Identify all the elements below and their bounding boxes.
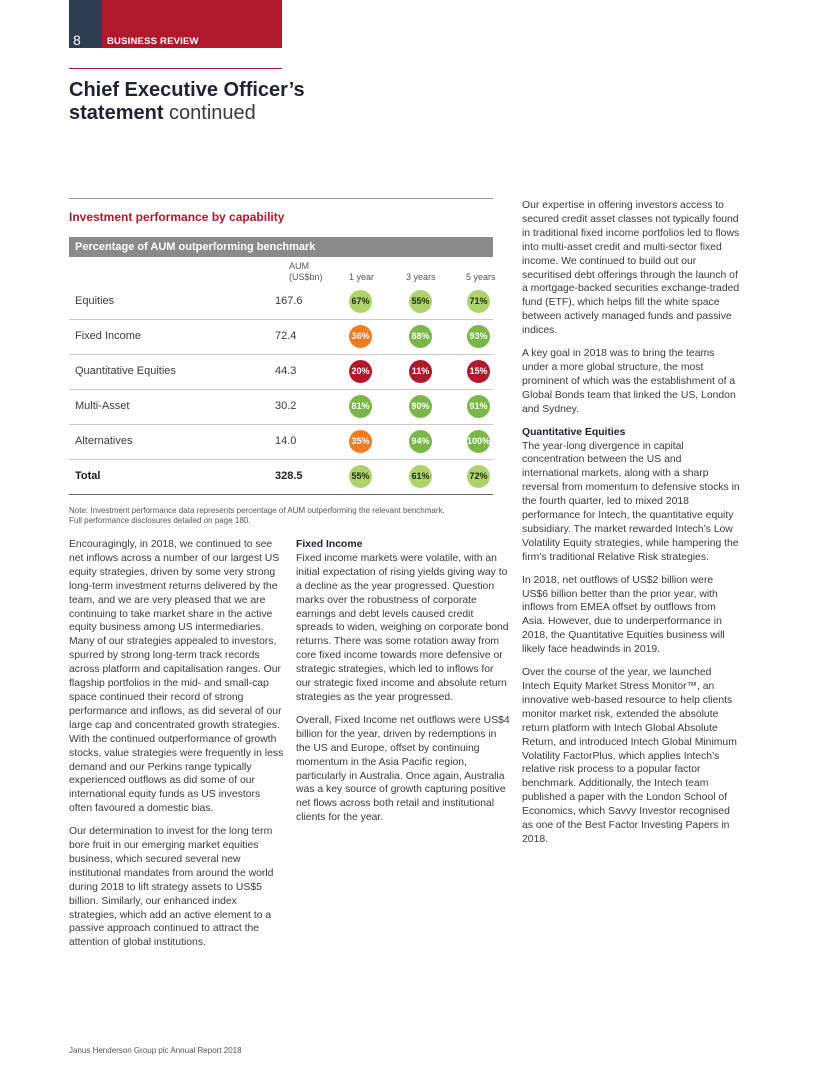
paragraph: Our expertise in offering investors access to secured credit asset classes not typically found in traditional fixed income portfolios led to flows into multi-asset credit and multi-sector fixed income. We continued to build out our securitised debt offerings through the launch of a mortgage-backed securities exchange-traded fund (ETF), which helps fill the white space between actively managed funds and passive indices. <box>522 200 740 337</box>
subheading-fixed-income: Fixed Income <box>296 539 363 550</box>
row-aum-value: 30.2 <box>275 400 297 412</box>
row-capability-name: Total <box>75 470 101 482</box>
row-capability-name: Alternatives <box>75 435 133 447</box>
performance-badge-1y: 81% <box>349 395 372 418</box>
paragraph: Over the course of the year, we launched Intech Equity Market Stress Monitor™, an innovative web-based resource to help clients monitor market risk, extended the absolute return platform with Intech Global Absolute Return, and introduced Intech Global Minimum Volatility FactorPlus, which applies Intech’s relative risk process to a popular factor benchmark. Additionally, the Intech team published a paper with the London School of Economics, which Savvy Investor recognised as one of the Best Factor Investing Papers in 2018. <box>522 667 737 845</box>
performance-badge-3y: 88% <box>409 325 432 348</box>
paragraph: In 2018, net outflows of US$2 billion were US$6 billion better than the prior year, with inflows from EMEA offset by outflows from Asia. However, due to underperformance in 2018, the Quantitative Equities business will likely face headwinds in 2019. <box>522 574 725 656</box>
table-row <box>69 319 493 355</box>
performance-badge-5y: 93% <box>467 325 490 348</box>
col-header-5y: 5 years <box>466 272 496 282</box>
performance-badge-1y: 20% <box>349 360 372 383</box>
paragraph: Overall, Fixed Income net outflows were US$4 billion for the year, driven by redemptions in the US and Europe, offset by continuing momentum in the Asia Pacific region, particularly in Australia. Once again, Australia was a key source of growth capturing positive net flows across both retail and institutional clients for the year. <box>296 714 510 824</box>
performance-badge-5y: 71% <box>467 290 490 313</box>
table-top-rule <box>69 198 493 199</box>
column-left <box>69 538 284 959</box>
paragraph: The year-long divergence in capital concentration between the US and international markets, along with a sharp reversal from momentum to defensive stocks in the fourth quarter, led to mixed 2018 performance for Intech, the quantitative equity subsidiary. The market rewarded Intech’s Low Volatility Equity strategies, while hampering the firm’s traditional Relative Risk strategies. <box>522 440 740 563</box>
performance-badge-1y: 36% <box>349 325 372 348</box>
col-header-aum <box>289 261 323 283</box>
performance-badge-3y: 61% <box>409 465 432 488</box>
footer: Janus Henderson Group plc Annual Report 2018 <box>69 1046 242 1055</box>
row-capability-name: Multi-Asset <box>75 400 130 412</box>
table-heading: Investment performance by capability <box>69 210 285 224</box>
performance-badge-3y: 90% <box>409 395 432 418</box>
row-aum-value: 72.4 <box>275 330 297 342</box>
row-aum-value: 167.6 <box>275 295 303 307</box>
title-line2-light: continued <box>163 102 256 124</box>
table-bar-label: Percentage of AUM outperforming benchmark <box>75 241 316 253</box>
subheading-quantitative-equities: Quantitative Equities <box>522 426 626 438</box>
table-note-line2: Full performance disclosures detailed on page 180. <box>69 516 251 525</box>
performance-badge-5y: 72% <box>467 465 490 488</box>
column-middle <box>296 538 511 834</box>
paragraph: Our determination to invest for the long term bore fruit in our emerging market equities business, which secured several new institutional mandates from around the world during 2018 to lift strategy assets to US$5 billion. Similarly, our enhanced index strategies, which add an active element to a passive approach continued to attract the attention of global institutions. <box>69 826 274 949</box>
page-title <box>69 79 305 125</box>
page-number: 8 <box>73 32 81 48</box>
row-capability-name: Quantitative Equities <box>75 365 176 377</box>
performance-badge-3y: 94% <box>409 430 432 453</box>
paragraph: Fixed income markets were volatile, with an initial expectation of rising yields giving way to a decline as the year progressed. Question marks over the robustness of corporate earnings and debt levels caused credit spreads to widen, weighing on corporate bond returns. There was some rotation away from core fixed income towards more defensive or strategic strategies, which led to inflows for our strategic fixed income and absolute return strategies as the year progressed. <box>296 552 509 703</box>
table-row <box>69 284 493 320</box>
table-note-line1: Note: Investment performance data represents percentage of AUM outperforming the relevant benchmark. <box>69 506 445 515</box>
performance-badge-1y: 35% <box>349 430 372 453</box>
row-capability-name: Fixed Income <box>75 330 142 342</box>
performance-badge-3y: 11% <box>409 360 432 383</box>
col-header-aum-line1: AUM <box>289 261 309 271</box>
performance-badge-3y: 55% <box>409 290 432 313</box>
row-capability-name: Equities <box>75 295 115 307</box>
table-row <box>69 354 493 390</box>
column-right <box>522 199 740 856</box>
performance-badge-1y: 67% <box>349 290 372 313</box>
row-aum-value: 14.0 <box>275 435 297 447</box>
section-label: BUSINESS REVIEW <box>107 36 199 47</box>
row-aum-value: 44.3 <box>275 365 297 377</box>
table-row <box>69 459 493 495</box>
paragraph: Encouragingly, in 2018, we continued to see net inflows across a number of our largest US equity strategies, driven by some very strong long-term investment returns delivered by the team, and we are very pleased that we are continuing to take market share in the active equity business among US intermediaries. Many of our strategies appealed to investors, spurred by strong long-term track records across platform and capitalisation ranges. Our flagship portfolios in the mid- and small-cap space continued their record of strong performance and inflows, as did several of our large cap and concentrated growth strategies. With the continued outperformance of growth stocks, value strategies were frequently in less demand and our Perkins range typically experienced outflows as did some of our international equity funds as US investors often favoured a domestic bias. <box>69 539 284 815</box>
col-header-aum-line2: (US$bn) <box>289 272 323 282</box>
performance-badge-5y: 91% <box>467 395 490 418</box>
title-rule <box>69 68 282 69</box>
table-bar <box>69 237 493 257</box>
table-row <box>69 424 493 460</box>
table-note <box>69 506 493 526</box>
performance-badge-5y: 15% <box>467 360 490 383</box>
title-line1: Chief Executive Officer’s <box>69 79 305 101</box>
table-row <box>69 389 493 425</box>
performance-badge-5y: 100% <box>467 430 490 453</box>
title-line2-bold: statement <box>69 102 164 124</box>
col-header-1y: 1 year <box>349 272 375 282</box>
performance-badge-1y: 55% <box>349 465 372 488</box>
col-header-3y: 3 years <box>406 272 436 282</box>
paragraph: A key goal in 2018 was to bring the teams under a more global structure, the most prominent of which was the establishment of a Global Bonds team that linked the US, London and Sydney. <box>522 348 736 415</box>
row-aum-value: 328.5 <box>275 470 303 482</box>
